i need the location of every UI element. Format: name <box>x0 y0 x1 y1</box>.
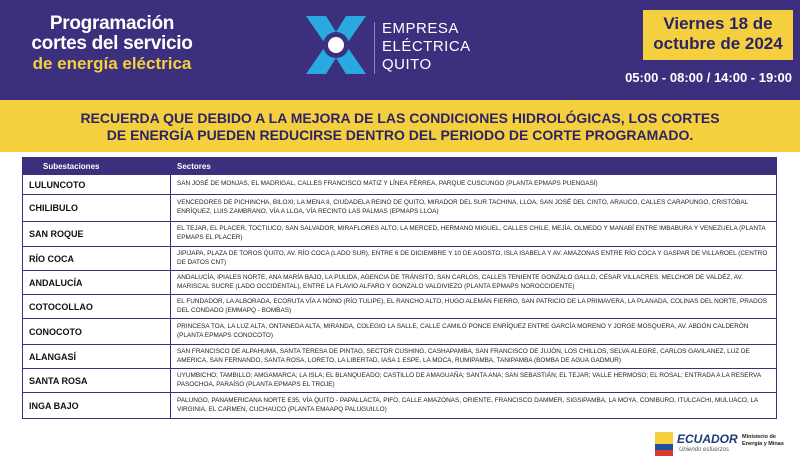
notice-banner <box>0 100 800 152</box>
sectors-cell: PRINCESA TOA, LA LUZ ALTA, ONTANEDA ALTA, MIRANDA, COLEGIO LA SALLE, CALLE CAMILO PONCE ENRÍQUEZ ENTRE GARCÍA MORENO Y JORGE MOSQUERA, AV. ABDÓN CALDERÓN (PLANTA EPMAPS CONOCOTO) <box>177 322 749 339</box>
substation-cell: SAN ROQUE <box>23 222 171 246</box>
substation-cell: RÍO COCA <box>23 247 171 270</box>
logo-divider <box>374 22 375 74</box>
title-line-3: de energía eléctrica <box>32 54 192 73</box>
sectors-cell: PALUNGO, PANAMERICANA NORTE E35, VÍA QUITO - PAPALLACTA, PIFO, CALLE AMAZONAS, ORIENTE, FRANCISCO DAMMER, SIGSIPAMBA, LA MOYA, CONIBURO, ITULCACHI, MULUACO, LA VIRGINIA, EL CARMEN, CUCHAUCO (PLANTA EMAAPQ PALUGUILLO) <box>177 396 758 413</box>
page-title <box>22 14 202 74</box>
ministry-label <box>742 434 797 448</box>
substation-cell: INGA BAJO <box>23 393 171 418</box>
sectors-cell: UYUMBICHO; TAMBILLO; AMGAMARCA; LA ISLA; EL BLANQUEADO; CASTILLO DE AMAGUAÑA; SANTA ANA; SAN SEBASTIÁN; EL TEJAR; VALLE HERMOSO; EL ROSAL; ENTRADA A LA RESERVA PASOCHOA, PARAÍSO (PLANTA EPMAPS EL TROJE) <box>177 371 761 388</box>
outage-table <box>22 157 777 419</box>
notice-line-1: RECUERDA QUE DEBIDO A LA MEJORA DE LAS CONDICIONES HIDROLÓGICAS, LOS CORTES <box>80 110 720 126</box>
table-row <box>23 344 776 368</box>
brand-line-1: EMPRESA <box>382 20 459 37</box>
sectors-cell: JIPIJAPA, PLAZA DE TOROS QUITO, AV. RÍO COCA (LADO SUR), ENTRE 6 DE DICIEMBRE Y 10 DE AGOSTO, ISLA ISABELA Y AV. AMAZONAS ENTRE RÍO COCA Y GASPAR DE VILLAROEL (CENTRO DE DATOS CNT) <box>177 249 768 266</box>
table-row <box>23 246 776 270</box>
brand-line-3: QUITO <box>382 56 432 73</box>
brand-line-2: ELÉCTRICA <box>382 38 471 55</box>
ministry-line-1: Ministerio de <box>742 434 776 440</box>
title-line-2: cortes del servicio <box>31 33 193 54</box>
sectors-cell: VENCEDORES DE PICHINCHA, BILOXI, LA MENA II, CIUDADELA REINO DE QUITO, MIRADOR DEL SUR TACHINA, LLOA, SAN JOSÉ DEL CINTO, ARAUCO, CALLES CARAPUNGO, CRISTÓBAL ENRÍQUEZ, LUIS ZAMBRANO, VÍA A LLOA, VÍA RECINTO LAS PALMAS (EPMAPS LLOA) <box>177 199 748 215</box>
table-row <box>23 368 776 392</box>
header-banner <box>0 0 800 100</box>
brand-name <box>382 20 471 74</box>
table-row <box>23 318 776 344</box>
substation-cell: ANDALUCÍA <box>23 271 171 294</box>
sectors-cell: SAN JOSÉ DE MONJAS, EL MADRIGAL, CALLES FRANCISCO MATIZ Y LÍNEA FÉRREA, PARQUE CUSCUNGO (PLANTA EPMAPS PUENGASÍ) <box>177 180 598 188</box>
table-row <box>23 174 776 194</box>
country-name: ECUADOR <box>677 432 738 446</box>
table-row <box>23 221 776 246</box>
table-row <box>23 270 776 294</box>
ecuador-flag-icon <box>655 432 673 456</box>
date-line-1: Viernes 18 de <box>663 14 773 33</box>
column-header-substations: Subestaciones <box>43 161 100 171</box>
date-line-2: octubre de 2024 <box>653 34 783 53</box>
title-line-1: Programación <box>49 13 175 34</box>
substation-cell: ALANGASÍ <box>23 345 171 368</box>
table-row <box>23 294 776 318</box>
substation-cell: COTOCOLLAO <box>23 295 171 318</box>
column-header-sectors: Sectores <box>177 161 211 171</box>
sectors-cell: EL FUNDADOR, LA ALBORADA, ECORUTA VÍA A NONO (RÍO TULIPE), EL RANCHO ALTO, HUGO ALEMÁN FIERRO, SAN PATRICIO DE LA PRIMAVERA, LA PLANADA, COLINAS DEL NORTE, PRADOS DEL CONDADO (EMMAPQ - BOMBAS) <box>177 297 767 314</box>
table-header <box>23 158 776 174</box>
sectors-cell: ANDALUCÍA, IPIALES NORTE, ANA MARÍA BAJO, LA PULIDA, AGENCIA DE TRÁNSITO, SAN CARLOS, CALLES TENIENTE GONZALO GALLO, CÉSAR VILLACRES. MELCHOR DE VALDÉZ, AV. MARISCAL SUCRE (LADO OCCIDENTAL), ENTRE LA FLAVIO ALFARO Y GONZALO VALDIVIEZO (PLANTA EPMAPS NOROCCIDENTE) <box>177 273 743 290</box>
table-row <box>23 194 776 221</box>
ministry-line-2: Energía y Minas <box>742 441 784 447</box>
substation-cell: SANTA ROSA <box>23 369 171 392</box>
substation-cell: CONOCOTO <box>23 319 171 344</box>
substation-cell: CHILIBULO <box>23 195 171 221</box>
country-slogan: Uniendo esfuerzos <box>679 447 730 453</box>
empresa-electrica-quito-logo-icon <box>300 14 372 76</box>
sectors-cell: EL TEJAR, EL PLACER, TOCTIUCO, SAN SALVADOR, MIRAFLORES ALTO, LA MERCED, HERMANO MIGUEL, CALLES CHILE, MEJÍA, OLMEDO Y MANABÍ ENTRE IMBABURA Y VENEZUELA (PLANTA EPMAPS EL PLACER) <box>177 225 766 241</box>
table-row <box>23 392 776 418</box>
outage-hours: 05:00 - 08:00 / 14:00 - 19:00 <box>625 70 792 85</box>
substation-cell: LULUNCOTO <box>23 175 171 194</box>
date-badge <box>643 10 793 60</box>
notice-line-2: DE ENERGÍA PUEDEN REDUCIRSE DENTRO DEL PERIODO DE CORTE PROGRAMADO. <box>106 127 694 143</box>
sectors-cell: SAN FRANCISCO DE ALPAHUMA, SANTA TERESA DE PINTAG, SECTOR CUSHING, CASHAPAMBA, SAN FRANCISCO DE JUJÓN, LOS CHILLOS, SELVA ALEGRE, CARLOS GAVILANEZ, LUZ DE AMERICA, SAN FERNANDO, SANTA ROSA, LORETO, LA LIBERTAD, IASA 1 ESPE, LA MOCA, RUMIPAMBA, TANIPAMBA (BOMBA DE AGUA GADMUR) <box>177 347 750 364</box>
